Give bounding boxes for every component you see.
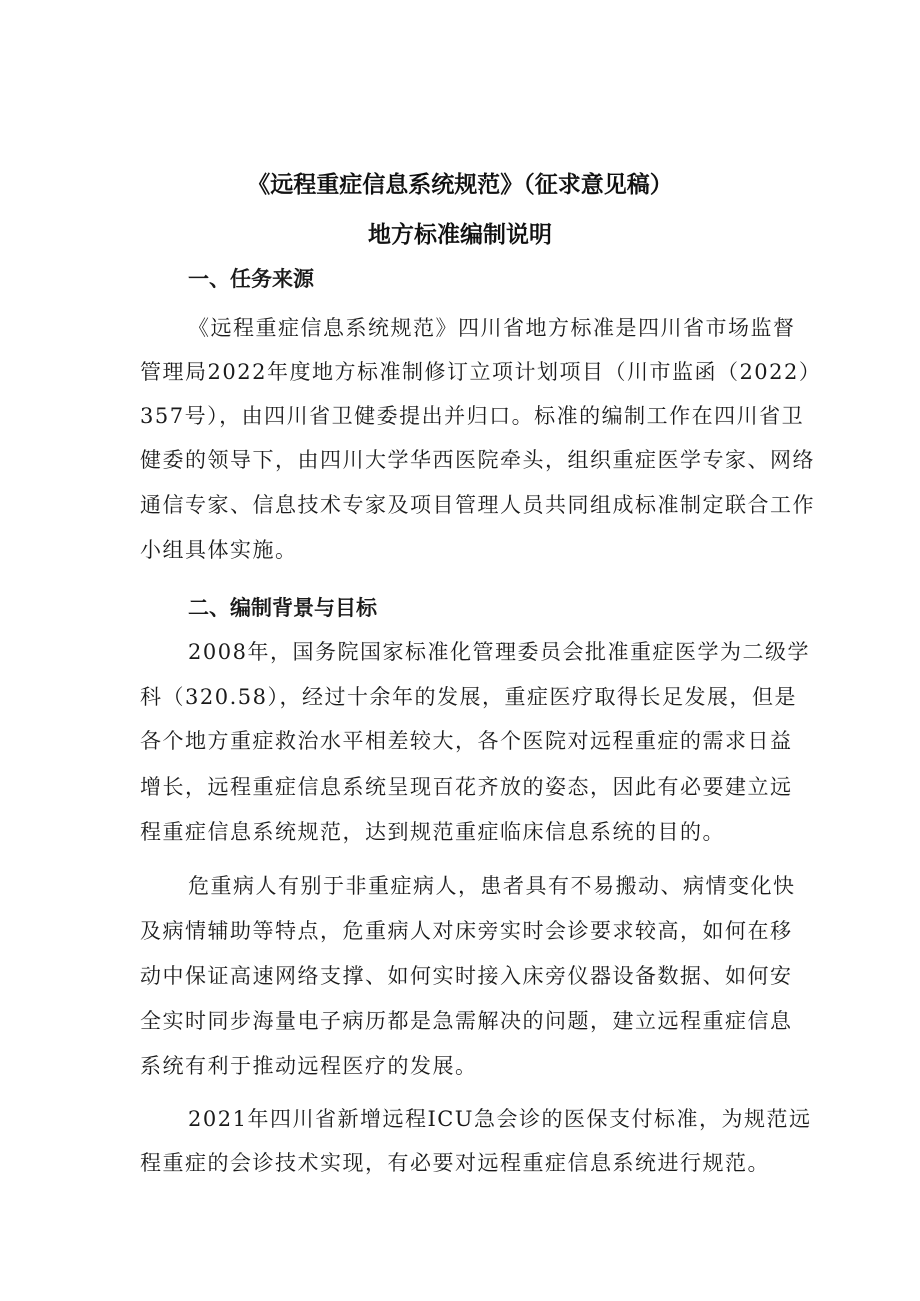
section-heading-background: 二、编制背景与目标 bbox=[188, 595, 377, 620]
paragraph-line: 动中保证高速网络支撑、如何实时接入床旁仪器设备数据、如何安 bbox=[140, 964, 793, 988]
paragraph-line: 小组具体实施。 bbox=[140, 538, 298, 562]
paragraph-line: 增长，远程重症信息系统呈现百花齐放的姿态，因此有必要建立远 bbox=[140, 775, 793, 799]
paragraph-line: 2021年四川省新增远程ICU急会诊的医保支付标准，为规范远 bbox=[188, 1107, 812, 1131]
document-title: 《远程重症信息系统规范》（征求意见稿） bbox=[247, 172, 673, 198]
section-heading-task-source: 一、任务来源 bbox=[188, 266, 314, 291]
paragraph-line: 系统有利于推动远程医疗的发展。 bbox=[140, 1054, 478, 1078]
paragraph-line: 健委的领导下，由四川大学华西医院牵头，组织重症医学专家、网络 bbox=[140, 448, 815, 472]
paragraph-line: 2008年，国务院国家标准化管理委员会批准重症医学为二级学 bbox=[188, 640, 810, 664]
paragraph-line: 程重症的会诊技术实现，有必要对远程重症信息系统进行规范。 bbox=[140, 1151, 770, 1175]
paragraph-line: 通信专家、信息技术专家及项目管理人员共同组成标准制定联合工作 bbox=[140, 493, 815, 517]
paragraph-line: 危重病人有别于非重症病人，患者具有不易搬动、病情变化快 bbox=[188, 874, 796, 898]
paragraph-line: 357号），由四川省卫健委提出并归口。标准的编制工作在四川省卫 bbox=[140, 404, 805, 428]
paragraph-line: 科（320.58），经过十余年的发展，重症医疗取得长足发展，但是 bbox=[140, 685, 797, 709]
paragraph-line: 管理局2022年度地方标准制修订立项计划项目（川市监函（2022） bbox=[140, 360, 822, 384]
paragraph-line: 及病情辅助等特点，危重病人对床旁实时会诊要求较高，如何在移 bbox=[140, 919, 793, 943]
paragraph-line: 各个地方重症救治水平相差较大，各个医院对远程重症的需求日益 bbox=[140, 729, 793, 753]
paragraph-line: 《远程重症信息系统规范》四川省地方标准是四川省市场监督 bbox=[188, 316, 796, 340]
document-subtitle: 地方标准编制说明 bbox=[368, 222, 552, 248]
paragraph-line: 全实时同步海量电子病历都是急需解决的问题，建立远程重症信息 bbox=[140, 1009, 793, 1033]
paragraph-line: 程重症信息系统规范，达到规范重症临床信息系统的目的。 bbox=[140, 820, 725, 844]
